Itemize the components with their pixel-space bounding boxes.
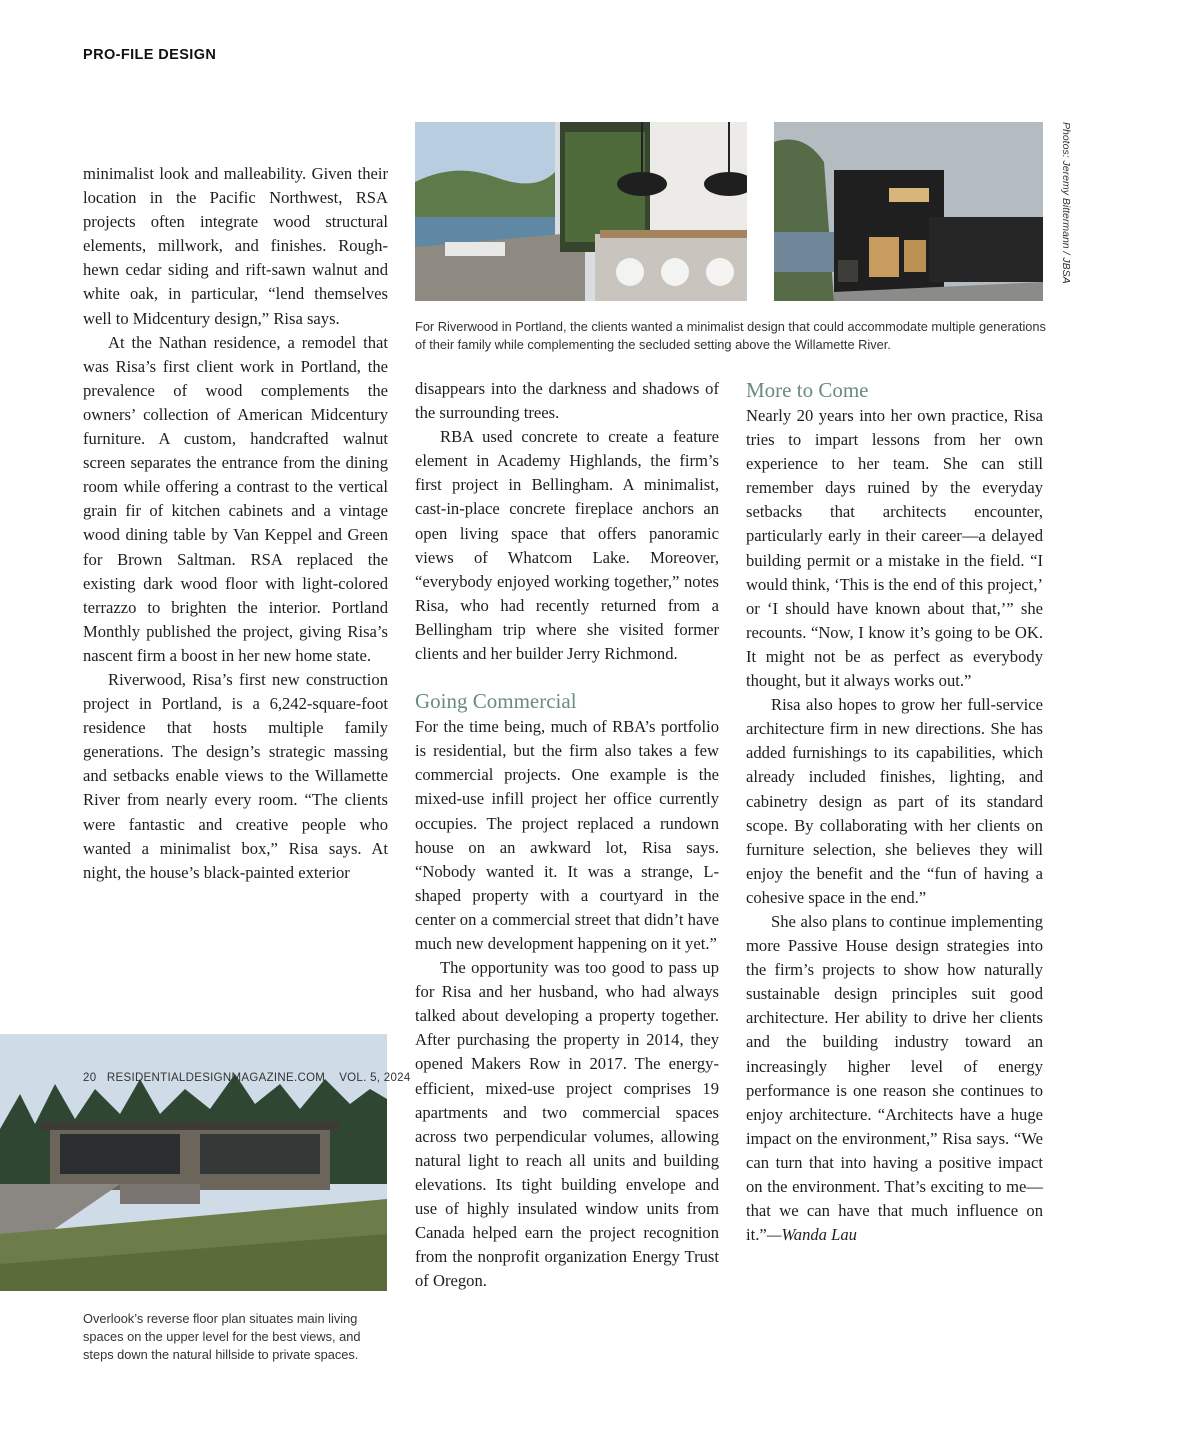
col2-paragraph-4: The opportunity was too good to pass up for Risa and her husband, who had always talked about developing a property together. After purchasing the property in 2014, they opened Makers Row in 2017. The energy-efficient, mixed-use project comprises 19 apartments and two commercial spaces across two perpendicular volumes, allowing natural light to reach all units and building elevations. Its tight building envelope and use of highly insulated window units from Canada helped earn the project recognition from the nonprofit organization Energy Trust of Oregon. [415, 958, 719, 1291]
col3-paragraph-1: Nearly 20 years into her own practice, Risa tries to impart lessons from her own experience to her team. She can still remember days ruined by the everyday setbacks that architects encounter, particularly early in their career—a delayed building permit or a mistake in the field. “I would think, ‘This is the end of this project,’ or ‘I should have known about that,’” she recounts. “Now, I know it’s going to be OK. It might not be as perfect as everybody thought, but it always works out.” [746, 406, 1043, 691]
col1-paragraph-1: minimalist look and malleability. Given their location in the Pacific Northwest, RSA projects often integrate wood structural elements, millwork, and finishes. Rough-hewn cedar siding and rift-sawn walnut and white oak, in particular, “lend themselves well to Midcentury design,” Risa says. [83, 164, 388, 328]
col1-paragraph-3: Riverwood, Risa’s first new construction project in Portland, is a 6,242-square-foot residence that hosts multiple family generations. The design’s strategic massing and setbacks enable views to the Willamette River from nearly every room. “The clients were fantastic and creative people who wanted a minimalist box,” Risa says. At night, the house’s black-painted exterior [83, 669, 388, 882]
col3-paragraph-3 [746, 910, 1043, 1247]
subhead-more-to-come: More to Come [746, 378, 869, 402]
footer-site: RESIDENTIALDESIGNMAGAZINE.COM [106, 1072, 326, 1084]
overlook-caption: Overlook’s reverse floor plan situates main living spaces on the upper level for the best views, and steps down the natural hillside to private spaces. [83, 1311, 361, 1362]
article-column-3 [746, 377, 1043, 1247]
article-column-1 [83, 162, 388, 885]
col2-paragraph-3: For the time being, much of RBA’s portfolio is residential, but the firm also takes a few commercial projects. One example is the mixed-use infill project her office currently occupies. The project replaced a rundown house on an awkward lot, Risa says. “Nobody wanted it. It was a strange, L-shaped property with a courtyard in the center on a commercial street that didn’t have much new development happening on it yet.” [415, 717, 719, 953]
riverwood-exterior-photo [774, 122, 1043, 301]
page-number: 20 [83, 1072, 97, 1084]
page-footer [83, 1072, 411, 1084]
author-signature: —Wanda Lau [766, 1225, 857, 1245]
section-label: PRO-FILE DESIGN [83, 47, 217, 63]
article-column-2 [415, 377, 719, 1293]
footer-volume: VOL. 5, 2024 [339, 1072, 411, 1084]
riverwood-caption: For Riverwood in Portland, the clients wanted a minimalist design that could accommodate multiple generations of their family while complementing the secluded setting above the Willamette River. [415, 319, 1046, 352]
subhead-going-commercial: Going Commercial [415, 689, 577, 714]
col3-paragraph-3-text: She also plans to continue implementing more Passive House design strategies into the firm’s projects to show how naturally sustainable design principles suit good architecture. Her ability to drive her clients and the building industry toward an increasingly higher level of energy performance is one reason she continues to enjoy architecture. “Architects have a huge impact on the environment,” Risa says. “We can turn that into having a positive impact on the environment. That’s exciting to me—that we can have that much influence on it.” [746, 911, 1043, 1245]
col3-paragraph-2: Risa also hopes to grow her full-service architecture firm in new directions. She has added furnishings to its capabilities, which already included finishes, lighting, and cabinetry design as part of its standard scope. By collaborating with her clients on furniture selection, she believes they will enjoy the benefit and the “fun of having a cohesive space in the end.” [746, 695, 1043, 907]
col2-paragraph-1: disappears into the darkness and shadows of the surrounding trees. [415, 379, 719, 423]
col1-paragraph-2: At the Nathan residence, a remodel that was Risa’s first client work in Portland, the prevalence of wood complements the owners’ collection of American Midcentury furniture. A custom, handcrafted walnut screen separates the entrance from the dining room while offering a contrast to the vertical grain fir of kitchen cabinets and a vintage wood dining table by Van Keppel and Green for Brown Saltman. RSA replaced the existing dark wood floor with light-colored terrazzo to brighten the interior. Portland Monthly published the project, giving Risa’s nascent firm a boost in her new home state. [83, 332, 388, 665]
riverwood-interior-photo [415, 122, 747, 301]
col2-paragraph-2: RBA used concrete to create a feature element in Academy Highlands, the firm’s first project in Bellingham. A minimalist, cast-in-place concrete fireplace anchors an open living space that offers panoramic views of Whatcom Lake. Moreover, “everybody enjoyed working together,” notes Risa, who had recently returned from a Bellingham trip where she visited former clients and her builder Jerry Richmond. [415, 427, 719, 664]
photo-credit: Photos: Jeremy Bittermann / JBSA [1060, 122, 1072, 284]
